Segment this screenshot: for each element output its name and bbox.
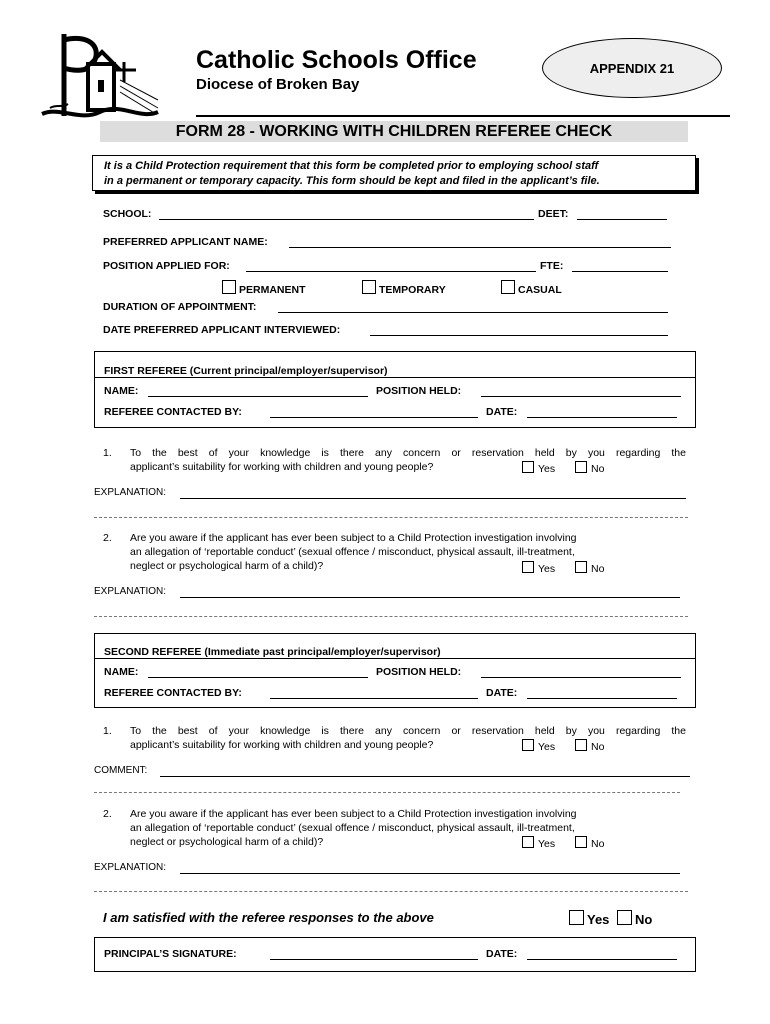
ref1-q2-explanation-label: EXPLANATION: — [94, 586, 167, 597]
ref1-q1-no[interactable] — [575, 461, 604, 475]
ref1-q2-no-checkbox[interactable] — [575, 561, 587, 573]
ref2-q2-explanation-field-2[interactable] — [94, 891, 688, 892]
ref2-q2-yes[interactable] — [522, 836, 555, 850]
ref1-q2-explanation-field[interactable] — [180, 597, 680, 598]
temporary-text: TEMPORARY — [379, 284, 446, 296]
ref1-q1-explanation-field-2[interactable] — [94, 517, 688, 518]
ref2-q1-line-1: To the best of your knowledge is there any concern or reservation held by you regarding the — [130, 725, 686, 737]
preferred-applicant-field[interactable] — [289, 247, 671, 248]
school-label: SCHOOL: — [103, 208, 152, 220]
casual-checkbox[interactable] — [501, 280, 515, 294]
fte-field[interactable] — [572, 271, 668, 272]
ref2-q2-line-2: an allegation of ‘reportable conduct’ (sexual offence / misconduct, physical assault, ill-treatment, — [130, 822, 575, 834]
ref2-q1-no-text: No — [591, 741, 605, 753]
form-title-bar — [100, 121, 688, 142]
ref2-q1-comment-field[interactable] — [160, 776, 690, 777]
notice-line-1: It is a Child Protection requirement that this form be completed prior to employing school staff — [104, 160, 599, 172]
notice-box — [92, 155, 696, 191]
ref1-q1-yes-checkbox[interactable] — [522, 461, 534, 473]
final-no-text: No — [635, 912, 653, 927]
ref1-q2-no[interactable] — [575, 561, 604, 575]
ref2-q2-explanation-label: EXPLANATION: — [94, 862, 167, 873]
final-yes-option[interactable] — [569, 910, 609, 927]
principal-date-label: DATE: — [486, 948, 518, 960]
ref1-q1-yes-text: Yes — [538, 463, 556, 475]
ref1-q1-line-1: To the best of your knowledge is there any concern or reservation held by you regarding the — [130, 447, 686, 459]
second-referee-box — [94, 633, 696, 708]
preferred-applicant-label: PREFERRED APPLICANT NAME: — [103, 236, 268, 248]
ref1-q2-number: 2. — [103, 532, 112, 544]
notice-line-2: in a permanent or temporary capacity. This form should be kept and filed in the applicant’s file. — [104, 175, 600, 187]
date-interviewed-label: DATE PREFERRED APPLICANT INTERVIEWED: — [103, 324, 341, 336]
ref1-q2-explanation-field-2[interactable] — [94, 616, 688, 617]
ref2-q2-yes-text: Yes — [538, 838, 556, 850]
ref2-q1-yes-text: Yes — [538, 741, 556, 753]
ref1-q1-line-2: applicant’s suitability for working with children and young people? — [130, 461, 434, 473]
principal-signature-label: PRINCIPAL’S SIGNATURE: — [104, 948, 237, 960]
header-rule — [196, 115, 730, 117]
final-no-checkbox[interactable] — [617, 910, 632, 925]
ref2-q1-comment-label: COMMENT: — [94, 765, 148, 776]
duration-label: DURATION OF APPOINTMENT: — [103, 301, 257, 313]
first-referee-position-label: POSITION HELD: — [376, 385, 462, 397]
ref2-q2-no-text: No — [591, 838, 605, 850]
casual-text: CASUAL — [518, 284, 562, 296]
ref1-q1-yes[interactable] — [522, 461, 555, 475]
first-referee-heading-rule — [95, 377, 695, 378]
ref2-q2-line-3: neglect or psychological harm of a child)? — [130, 836, 324, 848]
permanent-checkbox[interactable] — [222, 280, 236, 294]
ref1-q2-line-3: neglect or psychological harm of a child)? — [130, 560, 324, 572]
second-referee-contacted-field[interactable] — [270, 698, 478, 699]
ref1-q2-line-1: Are you aware if the applicant has ever been subject to a Child Protection investigation involving — [130, 532, 577, 544]
ref2-q1-comment-field-2[interactable] — [94, 792, 680, 793]
position-applied-label: POSITION APPLIED FOR: — [103, 260, 230, 272]
principal-date-field[interactable] — [527, 959, 677, 960]
ref2-q2-explanation-field[interactable] — [180, 873, 680, 874]
first-referee-name-label: NAME: — [104, 385, 139, 397]
organisation-subtitle: Diocese of Broken Bay — [196, 76, 360, 93]
position-applied-field[interactable] — [246, 271, 536, 272]
ref2-q1-yes-checkbox[interactable] — [522, 739, 534, 751]
first-referee-date-label: DATE: — [486, 406, 518, 418]
permanent-text: PERMANENT — [239, 284, 306, 296]
ref2-q1-no-checkbox[interactable] — [575, 739, 587, 751]
ref1-q1-number: 1. — [103, 447, 112, 459]
casual-option[interactable] — [501, 280, 562, 296]
second-referee-contacted-label: REFEREE CONTACTED BY: — [104, 687, 242, 699]
ref2-q2-number: 2. — [103, 808, 112, 820]
date-interviewed-field[interactable] — [370, 335, 668, 336]
ref2-q1-yes[interactable] — [522, 739, 555, 753]
first-referee-contacted-label: REFEREE CONTACTED BY: — [104, 406, 242, 418]
ref2-q2-line-1: Are you aware if the applicant has ever been subject to a Child Protection investigation involving — [130, 808, 577, 820]
ref2-q2-no[interactable] — [575, 836, 604, 850]
second-referee-date-label: DATE: — [486, 687, 518, 699]
ref1-q1-no-text: No — [591, 463, 605, 475]
duration-field[interactable] — [278, 312, 668, 313]
second-referee-heading-rule — [95, 658, 695, 659]
second-referee-name-label: NAME: — [104, 666, 139, 678]
final-yes-text: Yes — [587, 912, 610, 927]
ref1-q2-yes-checkbox[interactable] — [522, 561, 534, 573]
temporary-checkbox[interactable] — [362, 280, 376, 294]
first-referee-contacted-field[interactable] — [270, 417, 478, 418]
first-referee-date-field[interactable] — [527, 417, 677, 418]
appendix-badge — [542, 38, 722, 98]
school-field[interactable] — [159, 219, 534, 220]
second-referee-heading: SECOND REFEREE (Immediate past principal/employer/supervisor) — [104, 646, 441, 658]
diocese-logo — [40, 30, 165, 122]
organisation-title: Catholic Schools Office — [196, 46, 477, 74]
final-no-option[interactable] — [617, 910, 652, 927]
second-referee-position-field[interactable] — [481, 677, 681, 678]
ref1-q2-yes-text: Yes — [538, 563, 556, 575]
first-referee-position-field[interactable] — [481, 396, 681, 397]
form-title: FORM 28 - WORKING WITH CHILDREN REFEREE CHECK — [175, 123, 613, 140]
permanent-option[interactable] — [222, 280, 306, 296]
second-referee-date-field[interactable] — [527, 698, 677, 699]
ref1-q2-line-2: an allegation of ‘reportable conduct’ (sexual offence / misconduct, physical assault, ill-treatment, — [130, 546, 575, 558]
ref2-q1-no[interactable] — [575, 739, 604, 753]
final-yes-checkbox[interactable] — [569, 910, 584, 925]
ref2-q1-number: 1. — [103, 725, 112, 737]
first-referee-box — [94, 351, 696, 428]
principal-signature-field[interactable] — [270, 959, 478, 960]
first-referee-name-field[interactable] — [148, 396, 368, 397]
ref2-q2-no-checkbox[interactable] — [575, 836, 587, 848]
ref2-q1-line-2: applicant’s suitability for working with children and young people? — [130, 739, 434, 751]
ref1-q2-yes[interactable] — [522, 561, 555, 575]
temporary-option[interactable] — [362, 280, 446, 296]
second-referee-name-field[interactable] — [148, 677, 368, 678]
deet-label: DEET: — [538, 208, 569, 220]
fte-label: FTE: — [540, 260, 564, 272]
principal-signature-box — [94, 937, 696, 972]
deet-field[interactable] — [577, 219, 667, 220]
ref1-q1-explanation-field[interactable] — [180, 498, 686, 499]
ref1-q2-no-text: No — [591, 563, 605, 575]
second-referee-position-label: POSITION HELD: — [376, 666, 462, 678]
ref1-q1-no-checkbox[interactable] — [575, 461, 587, 473]
satisfied-statement: I am satisfied with the referee responses to the above — [103, 910, 434, 925]
appendix-label: APPENDIX 21 — [589, 61, 675, 76]
ref2-q2-yes-checkbox[interactable] — [522, 836, 534, 848]
first-referee-heading: FIRST REFEREE (Current principal/employer/supervisor) — [104, 365, 388, 377]
ref1-q1-explanation-label: EXPLANATION: — [94, 487, 167, 498]
